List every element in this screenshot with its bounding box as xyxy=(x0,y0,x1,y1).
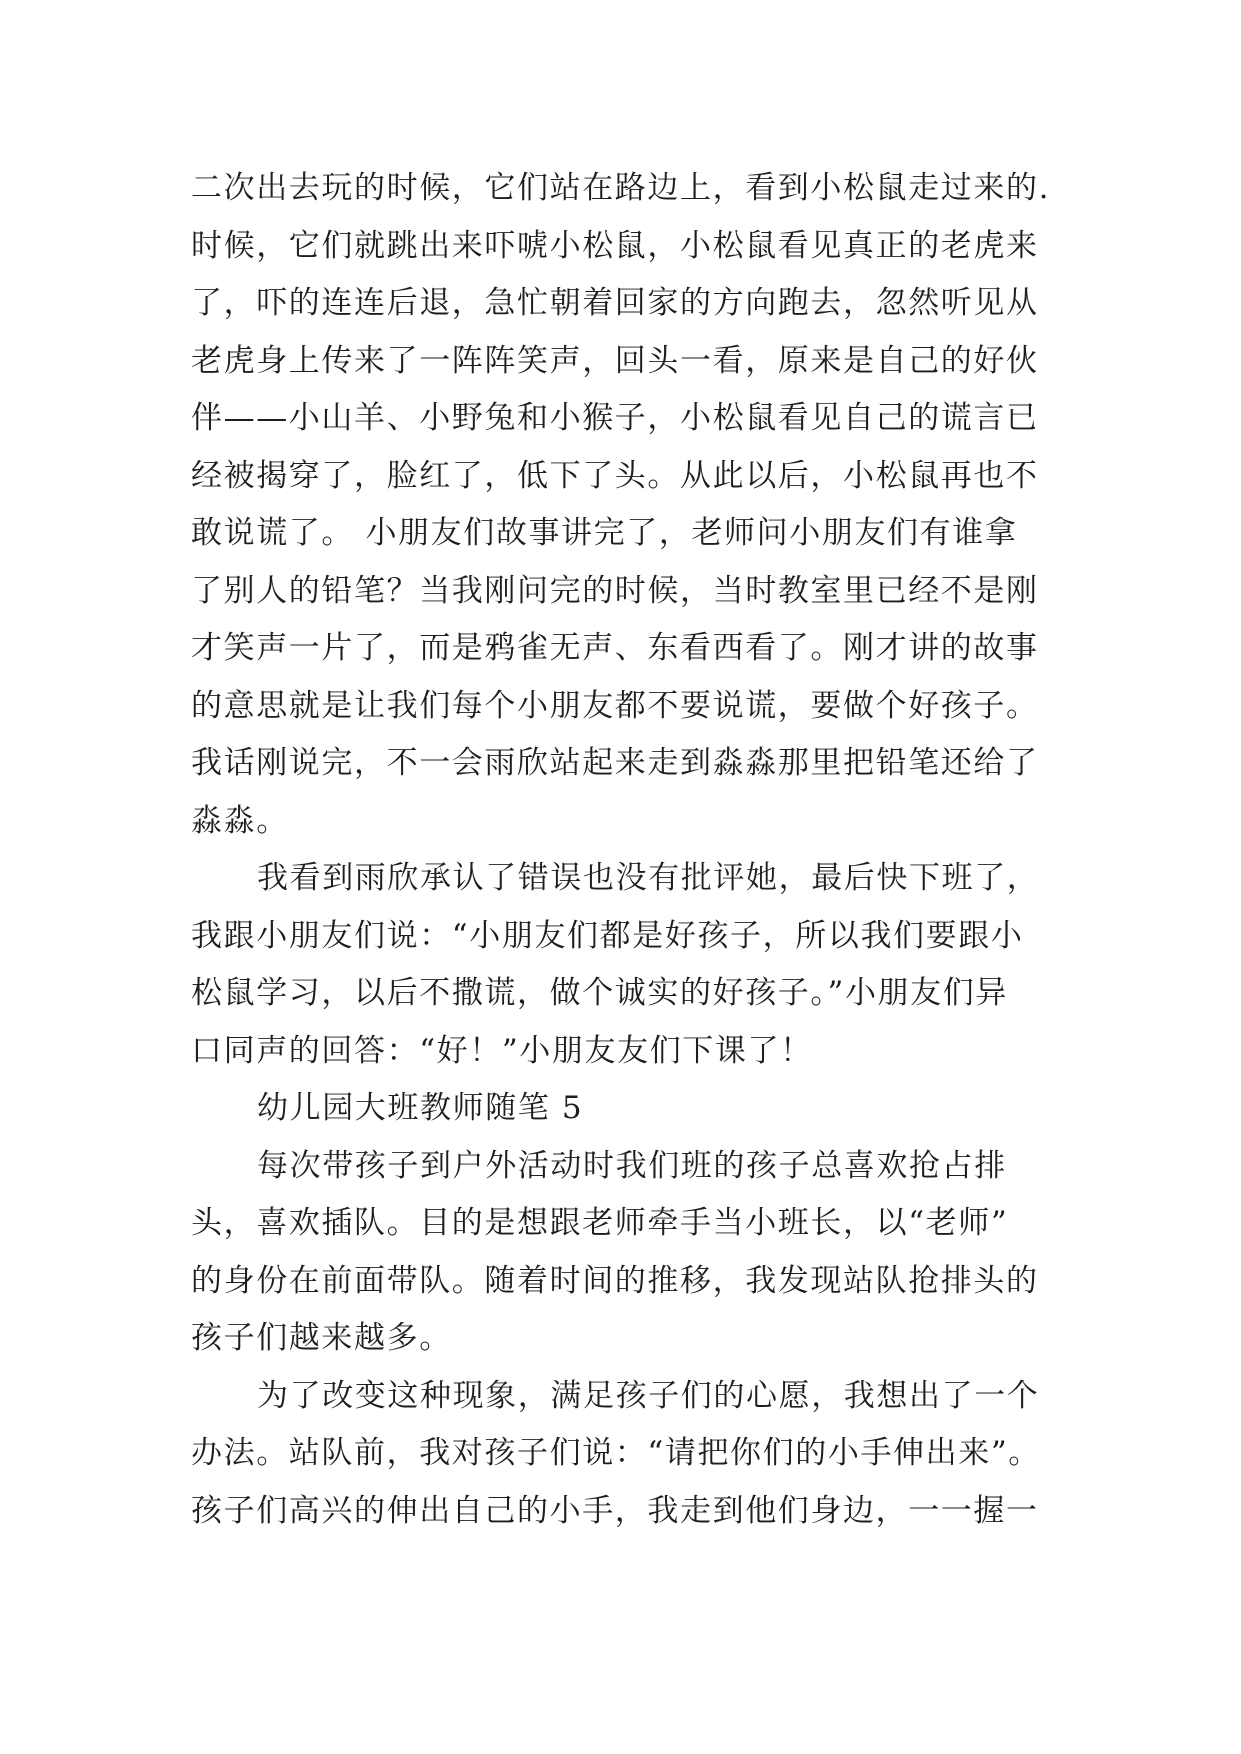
text-line: 为了改变这种现象，满足孩子们的心愿，我想出了一个 xyxy=(257,1377,1040,1414)
text-line: 经被揭穿了，脸红了，低下了头。从此以后，小松鼠再也不 xyxy=(191,457,1039,494)
text-line: 幼儿园大班教师随笔 5 xyxy=(257,1090,584,1126)
text-line: 口同声的回答：“好！”小朋友友们下课了！ xyxy=(191,1032,813,1069)
text-line: 办法。站队前，我对孩子们说：“请把你们的小手伸出来”。 xyxy=(191,1435,1041,1471)
text-line: 才笑声一片了，而是鸦雀无声、东看西看了。刚才讲的故事 xyxy=(191,630,1039,666)
text-line: 伴——小山羊、小野兔和小猴子，小松鼠看见自己的谎言已 xyxy=(191,400,1039,436)
text-line: 二次出去玩的时候，它们站在路边上，看到小松鼠走过来的. xyxy=(191,170,1051,206)
text-line: 孩子们高兴的伸出自己的小手，我走到他们身边，一一握一 xyxy=(191,1492,1039,1529)
text-line: 孩子们越来越多。 xyxy=(191,1320,452,1356)
text-line: 我话刚说完，不一会雨欣站起来走到淼淼那里把铅笔还给了 xyxy=(191,745,1039,781)
text-line: 松鼠学习，以后不撒谎，做个诚实的好孩子。”小朋友们异 xyxy=(191,975,1008,1011)
text-line: 我跟小朋友们说：“小朋友们都是好孩子，所以我们要跟小 xyxy=(191,917,1024,954)
text-line: 时候，它们就跳出来吓唬小松鼠，小松鼠看见真正的老虎来 xyxy=(191,227,1039,264)
text-line: 的身份在前面带队。随着时间的推移，我发现站队抢排头的 xyxy=(191,1262,1039,1299)
text-line: 老虎身上传来了一阵阵笑声，回头一看，原来是自己的好伙 xyxy=(191,342,1039,379)
text-line: 敢说谎了。 小朋友们故事讲完了，老师问小朋友们有谁拿 xyxy=(191,515,1018,551)
text-line: 头，喜欢插队。目的是想跟老师牵手当小班长，以“老师” xyxy=(191,1205,1009,1241)
text-line: 的意思就是让我们每个小朋友都不要说谎，要做个好孩子。 xyxy=(191,687,1039,724)
text-line: 我看到雨欣承认了错误也没有批评她，最后快下班了， xyxy=(257,860,1040,896)
text-line: 每次带孩子到户外活动时我们班的孩子总喜欢抢占排 xyxy=(257,1147,1007,1184)
text-line: 了，吓的连连后退，急忙朝着回家的方向跑去，忽然听见从 xyxy=(191,285,1039,321)
document-body xyxy=(191,160,1071,1540)
text-line: 了别人的铅笔？当我刚问完的时候，当时教室里已经不是刚 xyxy=(191,572,1039,609)
text-line: 淼淼。 xyxy=(191,802,289,839)
